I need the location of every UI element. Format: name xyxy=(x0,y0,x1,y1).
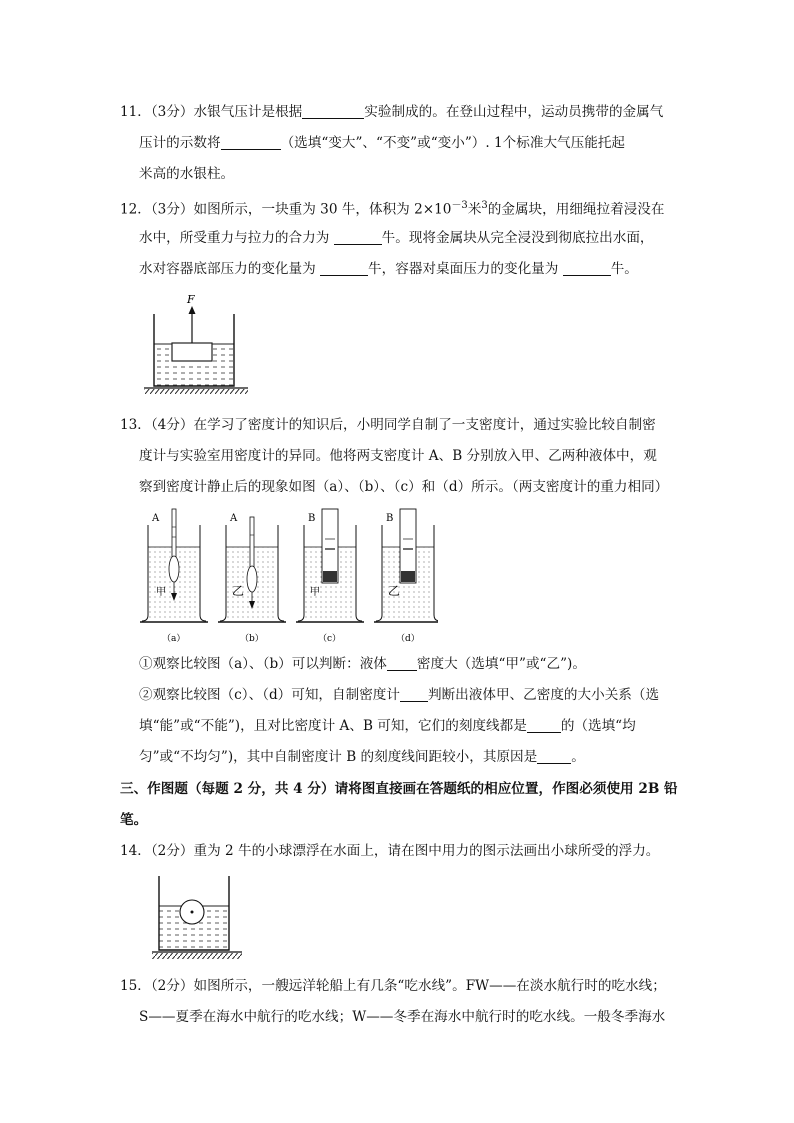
q12-exponent-2: 3 xyxy=(481,200,488,211)
q15-line-2: S——夏季在海水中航行的吃水线；W——冬季在海水中航行时的吃水线。一般冬季海水 xyxy=(139,1009,666,1025)
q14-line-1: 14．（2分）重为 2 牛的小球漂浮在水面上，请在图中用力的图示法画出小球所受的浮力。 xyxy=(120,843,660,859)
section-3-heading-cont: 笔。 xyxy=(120,812,148,828)
q13-sub-1: ①观察比较图（a）、（b）可以判断：液体 密度大（选填“甲”或“乙”)。 xyxy=(139,656,586,672)
beaker-d xyxy=(374,509,438,644)
liquid-label: 乙 xyxy=(388,584,401,598)
q13-blank-2[interactable] xyxy=(400,687,428,702)
q13-blank-3[interactable] xyxy=(527,718,561,733)
hydrometer-label: A xyxy=(152,513,160,524)
q13-line-3: 察到密度计静止后的现象如图（a）、（b）、（c）和（d）所示。（两支密度计的重力相同） xyxy=(139,479,669,495)
q12-blank-2[interactable] xyxy=(320,261,368,276)
q11-line-1: 11．（3分）水银气压计是根据 实验制成的。在登山过程中，运动员携带的金属气 xyxy=(120,104,664,120)
hydrometer-label: A xyxy=(230,513,238,524)
q13-blank-1[interactable] xyxy=(387,656,417,671)
beaker-b xyxy=(218,513,286,644)
liquid-label: 甲 xyxy=(156,587,166,598)
q12-blank-1[interactable] xyxy=(334,230,382,245)
caption-c: （c） xyxy=(318,634,342,644)
q13-sub-3: 填“能”或“不能”)，且对比密度计 A、B 可知，它们的刻度线都是 的（选填“均 xyxy=(139,718,636,734)
q13-line-1: 13．（4分）在学习了密度计的知识后，小明同学自制了一支密度计，通过实验比较自制密 xyxy=(120,417,656,433)
q13-sub-4: 匀”或“不均匀”)，其中自制密度计 B 的刻度线间距较小，其原因是 。 xyxy=(139,749,585,765)
q15-line-1: 15．（2分）如图所示，一艘远洋轮船上有几条“吃水线”。FW——在淡水航行时的吃水线； xyxy=(120,978,666,994)
section-3-heading: 三、作图题（每题 2 分，共 4 分）请将图直接画在答题纸的相应位置，作图必须使用 2B 铅 xyxy=(120,781,678,797)
q12-blank-3[interactable] xyxy=(563,261,611,276)
force-label: F xyxy=(187,293,195,306)
q13-blank-4[interactable] xyxy=(537,749,571,764)
liquid-label: 甲 xyxy=(310,587,320,598)
q11-blank-1[interactable] xyxy=(302,104,364,119)
metal-block xyxy=(172,343,212,361)
q12-figure xyxy=(140,292,260,396)
q13-sub-2: ②观察比较图（c）、（d）可知，自制密度计 判断出液体甲、乙密度的大小关系（选 xyxy=(139,687,660,703)
caption-a: （a） xyxy=(162,634,186,644)
q13-line-2: 度计与实验室用密度计的异同。他将两支密度计 A、B 分别放入甲、乙两种液体中，观 xyxy=(139,448,657,464)
caption-d: （d） xyxy=(396,634,420,644)
hydrometer-label: B xyxy=(308,513,316,524)
hydrometer-label: B xyxy=(386,513,394,524)
q14-figure xyxy=(150,872,250,964)
q11-line-2: 压计的示数将 （选填“变大”、“不变”或“变小”）. 1个标准大气压能托起 xyxy=(139,135,626,151)
q12-line-3: 水对容器底部压力的变化量为 牛，容器对桌面压力的变化量为 牛。 xyxy=(139,261,638,277)
liquid-label: 乙 xyxy=(232,584,245,598)
caption-b: （b） xyxy=(240,634,264,644)
q12-line-2: 水中，所受重力与拉力的合力为 牛。现将金属块从完全浸没到彻底拉出水面， xyxy=(139,230,654,246)
q12-exponent: －3 xyxy=(451,200,468,211)
q12-line-1: 12．（3分）如图所示，一块重为 30 牛，体积为 $2\times 10^{-3}$米$^3$的金属块，用细绳拉着浸没在 xyxy=(120,200,665,218)
q13-figure xyxy=(138,505,438,650)
beaker-c xyxy=(296,509,364,644)
q11-blank-2[interactable] xyxy=(221,135,281,150)
q11-line-3: 米高的水银柱。 xyxy=(139,166,235,182)
beaker-a xyxy=(140,509,208,644)
